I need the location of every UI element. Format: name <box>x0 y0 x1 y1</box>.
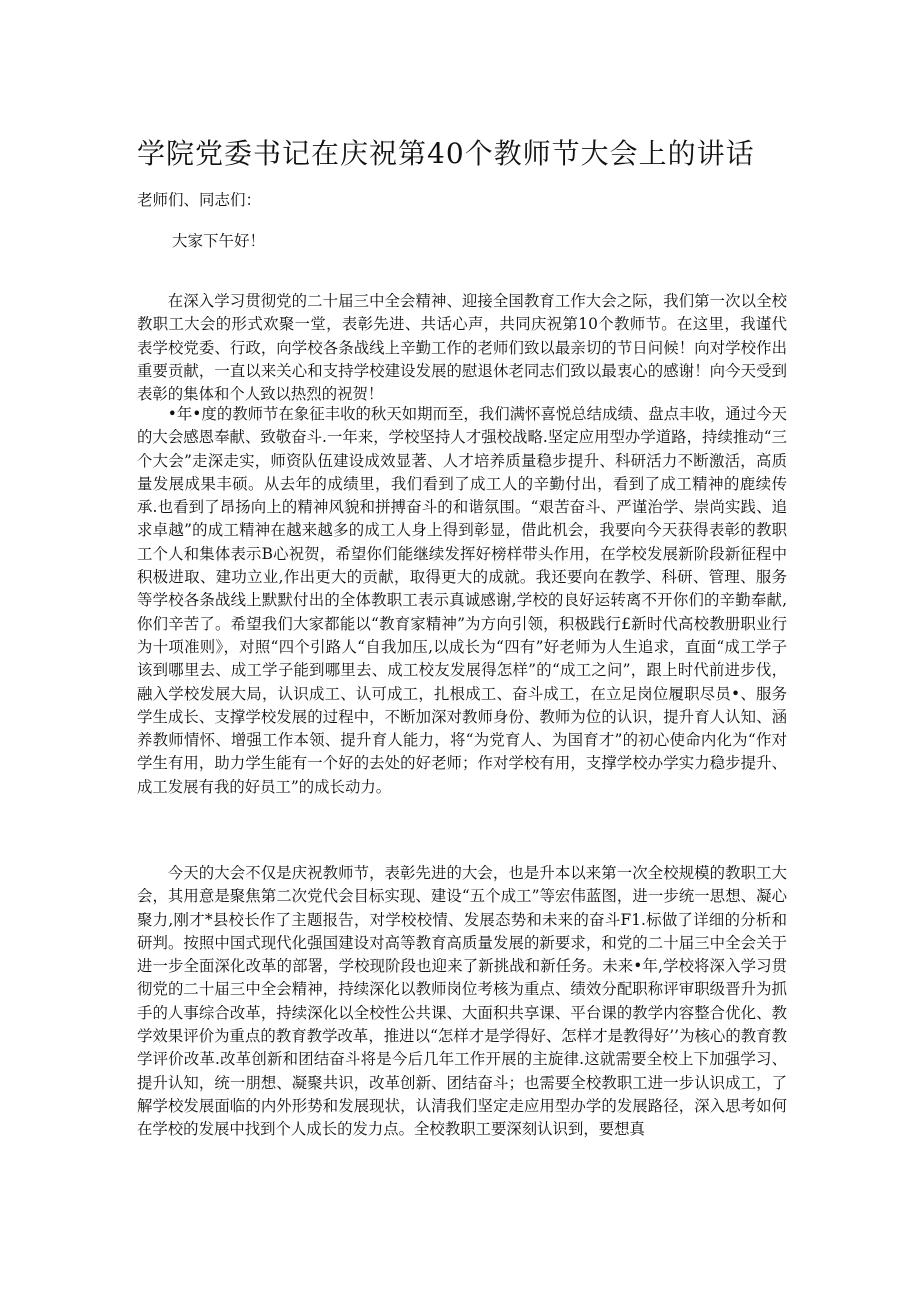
paragraph-reform: 今天的大会不仅是庆祝教师节，表彰先进的大会，也是升本以来第一次全校规模的教职工大会，其用意是聚焦第二次党代会目标实现、建设“五个成工”等宏伟蓝图，进一步统一思想、凝心聚力,刚才*县校长作了主题报告，对学校校情、发展态势和未来的奋斗F1.标做了详细的分析和研判。按照中国式现代化强国建设对高等教育高质量发展的新要求，和党的二十届三中全会关于进一步全面深化改革的部署，学校现阶段也迎来了新挑战和新任务。未来•年,学校将深入学习贯彻党的二十届三中全会精神，持续深化以教师岗位考核为重点、绩效分配职称评审职级晋升为抓手的人事综合改革，持续深化以全校性公共课、大面积共享课、平台课的教学内容整合优化、教学效果评价为重点的教育教学改革，推进以“怎样才是学得好、怎样才是教得好’’为核心的教育教学评价改革.改革创新和团结奋斗将是今后几年工作开展的主旋律.这就需要全校上下加强学习、提升认知，统一朋想、凝聚共识，改革创新、团结奋斗；也需要全校教职工进一步认识成工，了解学校发展面临的内外形势和发展现状，认清我们坚定走应用型办学的发展路径，深入思考如何在学校的发展中找到个人成长的发力点。全校教职工要深刻认识到，要想真 <box>137 864 787 1139</box>
paragraph-opening: 在深入学习贯彻党的二十届三中全会精神、迎接全国教育工作大会之际，我们第一次以全校教职工大会的形式欢聚一堂，表彰先进、共话心声，共同庆祝第10个教师节。在这里，我谨代表学校党委、行政，向学校各条战线上辛勤工作的老师们致以最亲切的节日问候！向对学校作出重要贡献，一直以来关心和支持学校建设发展的慰退休老同志们致以最衷心的感谢！向今天受到表彰的集体和个人致以热烈的祝贺！ <box>137 292 787 404</box>
salutation: 老师们、同志们： <box>137 191 262 209</box>
paragraph-achievements: •年•度的教师节在象征丰收的秋天如期而至，我们满怀喜悦总结成绩、盘点丰收，通过今天的大会感恩奉献、致敬奋斗.一年来，学校坚持人才强校战略.坚定应用型办学道路，持续推动“三个大会”走深走实，师资队伍建设成效显著、人才培养质量稳步提升、科研活力不断激活，高质量发展成果丰硕。从去年的成绩里，我们看到了成工人的辛勤付出，看到了成工精神的鹿续传承.也看到了昂扬向上的精神风貌和拼搏奋斗的和谐氛围。“艰苦奋斗、严谨治学、崇尚实践、追求卓越”的成工精神在越来越多的成工人身上得到彰显，借此机会，我要向今天获得表彰的教职工个人和集体表示B心祝贺，希望你们能继续发挥好榜样带头作用，在学校发展新阶段新征程中积极进取、建功立业,作出更大的贡献，取得更大的成就。我还要向在教学、科研、管理、服务等学校各条战线上默默付出的全体教职工表示真诚感谢,学校的良好运转离不开你们的辛勤奉献,你们辛苦了。希望我们大家都能以“教育家精神”为方向引领，积极践行£新时代高校教册职业行为十项准则》，对照“四个引路人“自我加压,以成长为“四有”好老师为人生追求，直面“成工学子该到哪里去、成工学子能到哪里去、成工校友发展得怎样”的“成工之问”，跟上时代前进步伐，融入学校发展大局，认识成工、认可成工，扎根成工、奋斗成工，在立足岗位履职尽员•、服务学生成长、支撑学校发展的过程中，不断加深对教师身份、教师为位的认识，提升育人认知、涵养教师情怀、增强工作本领、提升育人能力，将“为党育人、为国育才”的初心使命内化为“作对学生有用，助力学生能有一个好的去处的好老师；作对学校有用，支撑学校办学实力稳步提升、成工发展有我的好员工”的成长动力。 <box>137 405 787 796</box>
page-title: 学院党委书记在庆祝第40个教师节大会上的讲话 <box>137 137 755 170</box>
greeting: 大家下午好！ <box>172 232 266 250</box>
